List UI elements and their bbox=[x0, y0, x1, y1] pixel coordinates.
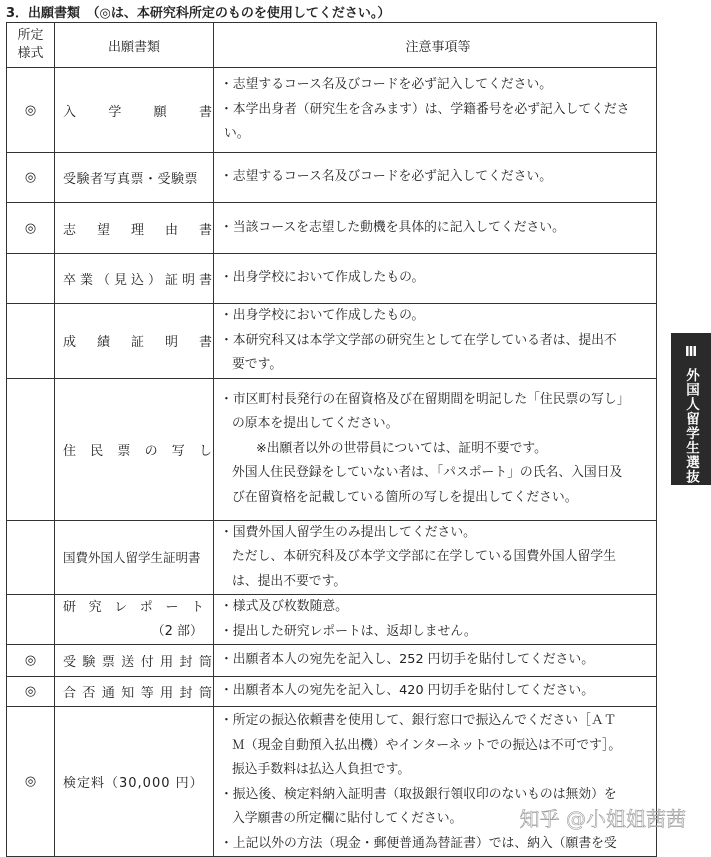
notes-cell bbox=[214, 378, 657, 520]
chapter-label: 外国人留学生選抜 bbox=[683, 368, 699, 484]
note-line: ただし、本研究科及び本学文学部に在学している国費外国人留学生 bbox=[232, 549, 616, 564]
document-name bbox=[55, 595, 214, 645]
document-name: 住民票の写し bbox=[55, 378, 214, 520]
required-form-mark bbox=[7, 520, 55, 595]
document-name: 受験者写真票・受験票 bbox=[55, 153, 214, 203]
notes-cell bbox=[214, 203, 657, 254]
note-line-with-watermark bbox=[220, 807, 686, 832]
required-form-mark bbox=[7, 304, 55, 379]
notes-cell bbox=[214, 595, 657, 645]
note-line: ・当該コースを志望した動機を具体的に記入してください。 bbox=[220, 219, 565, 235]
table-row bbox=[7, 378, 657, 520]
table-row bbox=[7, 153, 657, 203]
note-line: ・提出した研究レポートは、返却しません。 bbox=[220, 623, 477, 639]
document-name: 入学願書 bbox=[55, 68, 214, 153]
note-line: ・志望するコース名及びコードを必ず記入してください。 bbox=[220, 77, 553, 93]
notes-cell bbox=[214, 68, 657, 153]
document-name: 受験票送付用封筒 bbox=[55, 645, 214, 677]
table-row bbox=[7, 520, 657, 595]
note-line: 入学願書の所定欄に貼付してください。 bbox=[232, 811, 463, 826]
note-line: ・出願者本人の宛先を記入し、252 円切手を貼付してください。 bbox=[220, 652, 595, 668]
note-line: 要です。 bbox=[232, 357, 283, 372]
note-line: 振込手数料は払込人負担です。 bbox=[232, 762, 411, 777]
notes-cell bbox=[214, 254, 657, 304]
table-row bbox=[7, 203, 657, 254]
document-name: 合否通知等用封筒 bbox=[55, 677, 214, 707]
document-name: 検定料（30,000 円） bbox=[55, 707, 214, 857]
required-form-mark: ◎ bbox=[7, 153, 55, 203]
notes-cell bbox=[214, 645, 657, 677]
table-row bbox=[7, 677, 657, 707]
header-form-line2: 様式 bbox=[17, 46, 44, 61]
note-line: は、提出不要です。 bbox=[232, 573, 347, 589]
required-form-mark: ◎ bbox=[7, 203, 55, 254]
required-form-mark: ◎ bbox=[7, 707, 55, 857]
application-documents-table bbox=[6, 22, 686, 857]
note-line: ※出願者以外の世帯員については、証明不要です。 bbox=[256, 440, 547, 456]
document-name-line1: 研究レポート bbox=[63, 599, 205, 615]
note-line: ・振込後、検定料納入証明書（取扱銀行領収印のないものは無効）を bbox=[220, 786, 617, 802]
note-line: 外国人住民登録をしていない者は、「パスポート」の氏名、入国日及 bbox=[232, 465, 623, 481]
notes-cell bbox=[214, 520, 657, 595]
notes-cell bbox=[214, 304, 657, 379]
table-row bbox=[7, 595, 657, 645]
notes-cell bbox=[214, 707, 686, 857]
header-doc: 出願書類 bbox=[55, 23, 214, 68]
header-form bbox=[7, 23, 55, 68]
note-line: ・出身学校において作成したもの。 bbox=[220, 270, 425, 286]
watermark: 知乎 @小姐姐茜茜 bbox=[519, 807, 686, 831]
required-form-mark: ◎ bbox=[7, 677, 55, 707]
note-line: ・国費外国人留学生のみ提出してください。 bbox=[220, 524, 476, 540]
notes-cell bbox=[214, 153, 657, 203]
note-line: の原本を提出してください。 bbox=[232, 416, 399, 432]
note-line: い。 bbox=[224, 126, 250, 142]
note-line: ・志望するコース名及びコードを必ず記入してください。 bbox=[220, 169, 553, 185]
required-form-mark: ◎ bbox=[7, 68, 55, 153]
table-row bbox=[7, 707, 657, 857]
required-form-mark: ◎ bbox=[7, 645, 55, 677]
note-line: ・上記以外の方法（現金・郵便普通為替証書）では、納入（願書を受 bbox=[220, 835, 617, 851]
document-name-line2: （2 部） bbox=[151, 623, 203, 639]
table-header-row bbox=[7, 23, 657, 68]
document-name: 成績証明書 bbox=[55, 304, 214, 379]
note-line: ・出身学校において作成したもの。 bbox=[220, 308, 425, 323]
note-line: ・出願者本人の宛先を記入し、420 円切手を貼付してください。 bbox=[220, 683, 595, 699]
note-line: ・所定の振込依頼書を使用して、銀行窓口で振込んでください［ＡＴ bbox=[220, 713, 617, 728]
note-line: Ｍ（現金自動預入払出機）やインターネットでの振込は不可です］。 bbox=[232, 737, 622, 753]
note-line: ・様式及び枚数随意。 bbox=[220, 599, 348, 614]
document-name: 志望理由書 bbox=[55, 203, 214, 254]
header-form-line1: 所定 bbox=[17, 28, 44, 43]
note-line: ・本研究科又は本学文学部の研究生として在学している者は、提出不 bbox=[220, 332, 617, 348]
required-form-mark bbox=[7, 254, 55, 304]
table-row bbox=[7, 304, 657, 379]
table-row bbox=[7, 68, 657, 153]
required-form-mark bbox=[7, 378, 55, 520]
chapter-number: Ⅲ bbox=[684, 345, 698, 360]
document-name: 国費外国人留学生証明書 bbox=[55, 520, 214, 595]
notes-cell bbox=[214, 677, 657, 707]
note-line: ・市区町村長発行の在留資格及び在留期間を明記した「住民票の写し」 bbox=[220, 391, 630, 407]
note-line: ・本学出身者（研究生を含みます）は、学籍番号を必ず記入してくださ bbox=[220, 101, 630, 117]
table-row bbox=[7, 254, 657, 304]
header-notes: 注意事項等 bbox=[214, 23, 657, 68]
table-row bbox=[7, 645, 657, 677]
chapter-side-tab bbox=[671, 333, 711, 485]
required-form-mark bbox=[7, 595, 55, 645]
document-name: 卒業（見込）証明書 bbox=[55, 254, 214, 304]
section-heading: 3．出願書類 （◎は、本研究科所定のものを使用してください。） bbox=[6, 6, 391, 21]
note-line: び在留資格を記載している箇所の写しを提出してください。 bbox=[232, 489, 578, 505]
